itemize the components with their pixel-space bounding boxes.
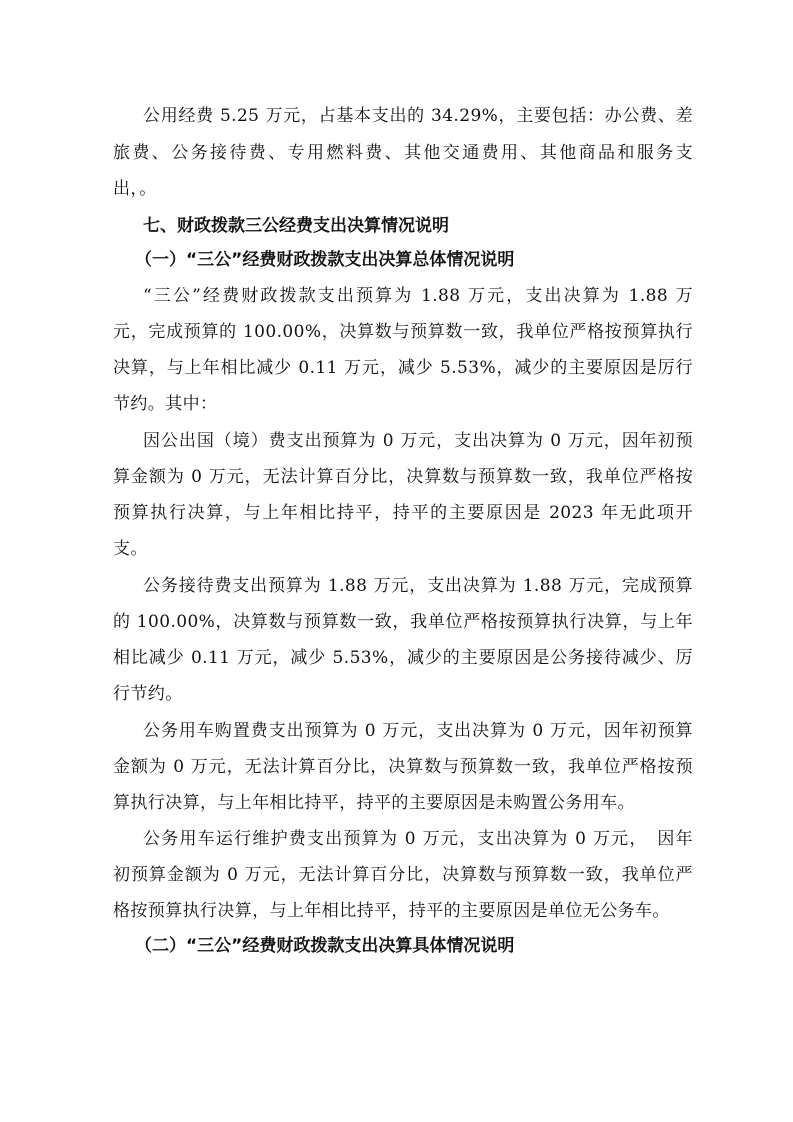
paragraph-line: 的 100.00%，决算数与预算数一致，我单位严格按预算执行决算，与上年 bbox=[113, 612, 693, 632]
paragraph-line: 金额为 0 万元，无法计算百分比，决算数与预算数一致，我单位严格按预 bbox=[113, 757, 693, 777]
paragraph-line: 公务接待费支出预算为 1.88 万元，支出决算为 1.88 万元，完成预算 bbox=[143, 576, 693, 596]
paragraph-line: 元，完成预算的 100.00%，决算数与预算数一致，我单位严格按预算执行 bbox=[113, 322, 693, 342]
subsection-heading: （一）“三公”经费财政拨款支出决算总体情况说明 bbox=[135, 250, 515, 270]
paragraph-line: 节约。其中： bbox=[113, 394, 218, 414]
paragraph-line: 行节约。 bbox=[113, 684, 183, 704]
section-heading: 七、财政拨款三公经费支出决算情况说明 bbox=[143, 216, 449, 236]
paragraph-line: 格按预算执行决算，与上年相比持平，持平的主要原因是单位无公务车。 bbox=[113, 901, 670, 921]
paragraph-line: 出，。 bbox=[113, 179, 157, 199]
paragraph-line: 算金额为 0 万元，无法计算百分比，决算数与预算数一致，我单位严格按 bbox=[113, 467, 693, 487]
paragraph-line: 公用经费 5.25 万元，占基本支出的 34.29%，主要包括：办公费、差 bbox=[143, 106, 693, 126]
paragraph-line: 因公出国（境）费支出预算为 0 万元，支出决算为 0 万元，因年初预 bbox=[143, 431, 693, 451]
paragraph-line: 公务用车购置费支出预算为 0 万元，支出决算为 0 万元，因年初预算 bbox=[143, 721, 693, 741]
paragraph-line: 预算执行决算，与上年相比持平，持平的主要原因是 2023 年无此项开 bbox=[113, 503, 693, 523]
paragraph-line: 旅费、公务接待费、专用燃料费、其他交通费用、其他商品和服务支 bbox=[113, 143, 693, 163]
paragraph-line: 支。 bbox=[113, 539, 148, 559]
paragraph-line: 公务用车运行维护费支出预算为 0 万元，支出决算为 0 万元， 因年 bbox=[143, 829, 693, 849]
paragraph-line: 初预算金额为 0 万元，无法计算百分比，决算数与预算数一致，我单位严 bbox=[113, 865, 693, 885]
paragraph-line: “三公”经费财政拨款支出预算为 1.88 万元，支出决算为 1.88 万 bbox=[143, 286, 693, 306]
paragraph-line: 决算，与上年相比减少 0.11 万元，减少 5.53%，减少的主要原因是厉行 bbox=[113, 358, 693, 378]
paragraph-line: 算执行决算，与上年相比持平，持平的主要原因是未购置公务用车。 bbox=[113, 793, 635, 813]
paragraph-line: 相比减少 0.11 万元，减少 5.53%，减少的主要原因是公务接待减少、厉 bbox=[113, 648, 693, 668]
subsection-heading: （二）“三公”经费财政拨款支出决算具体情况说明 bbox=[135, 936, 515, 956]
